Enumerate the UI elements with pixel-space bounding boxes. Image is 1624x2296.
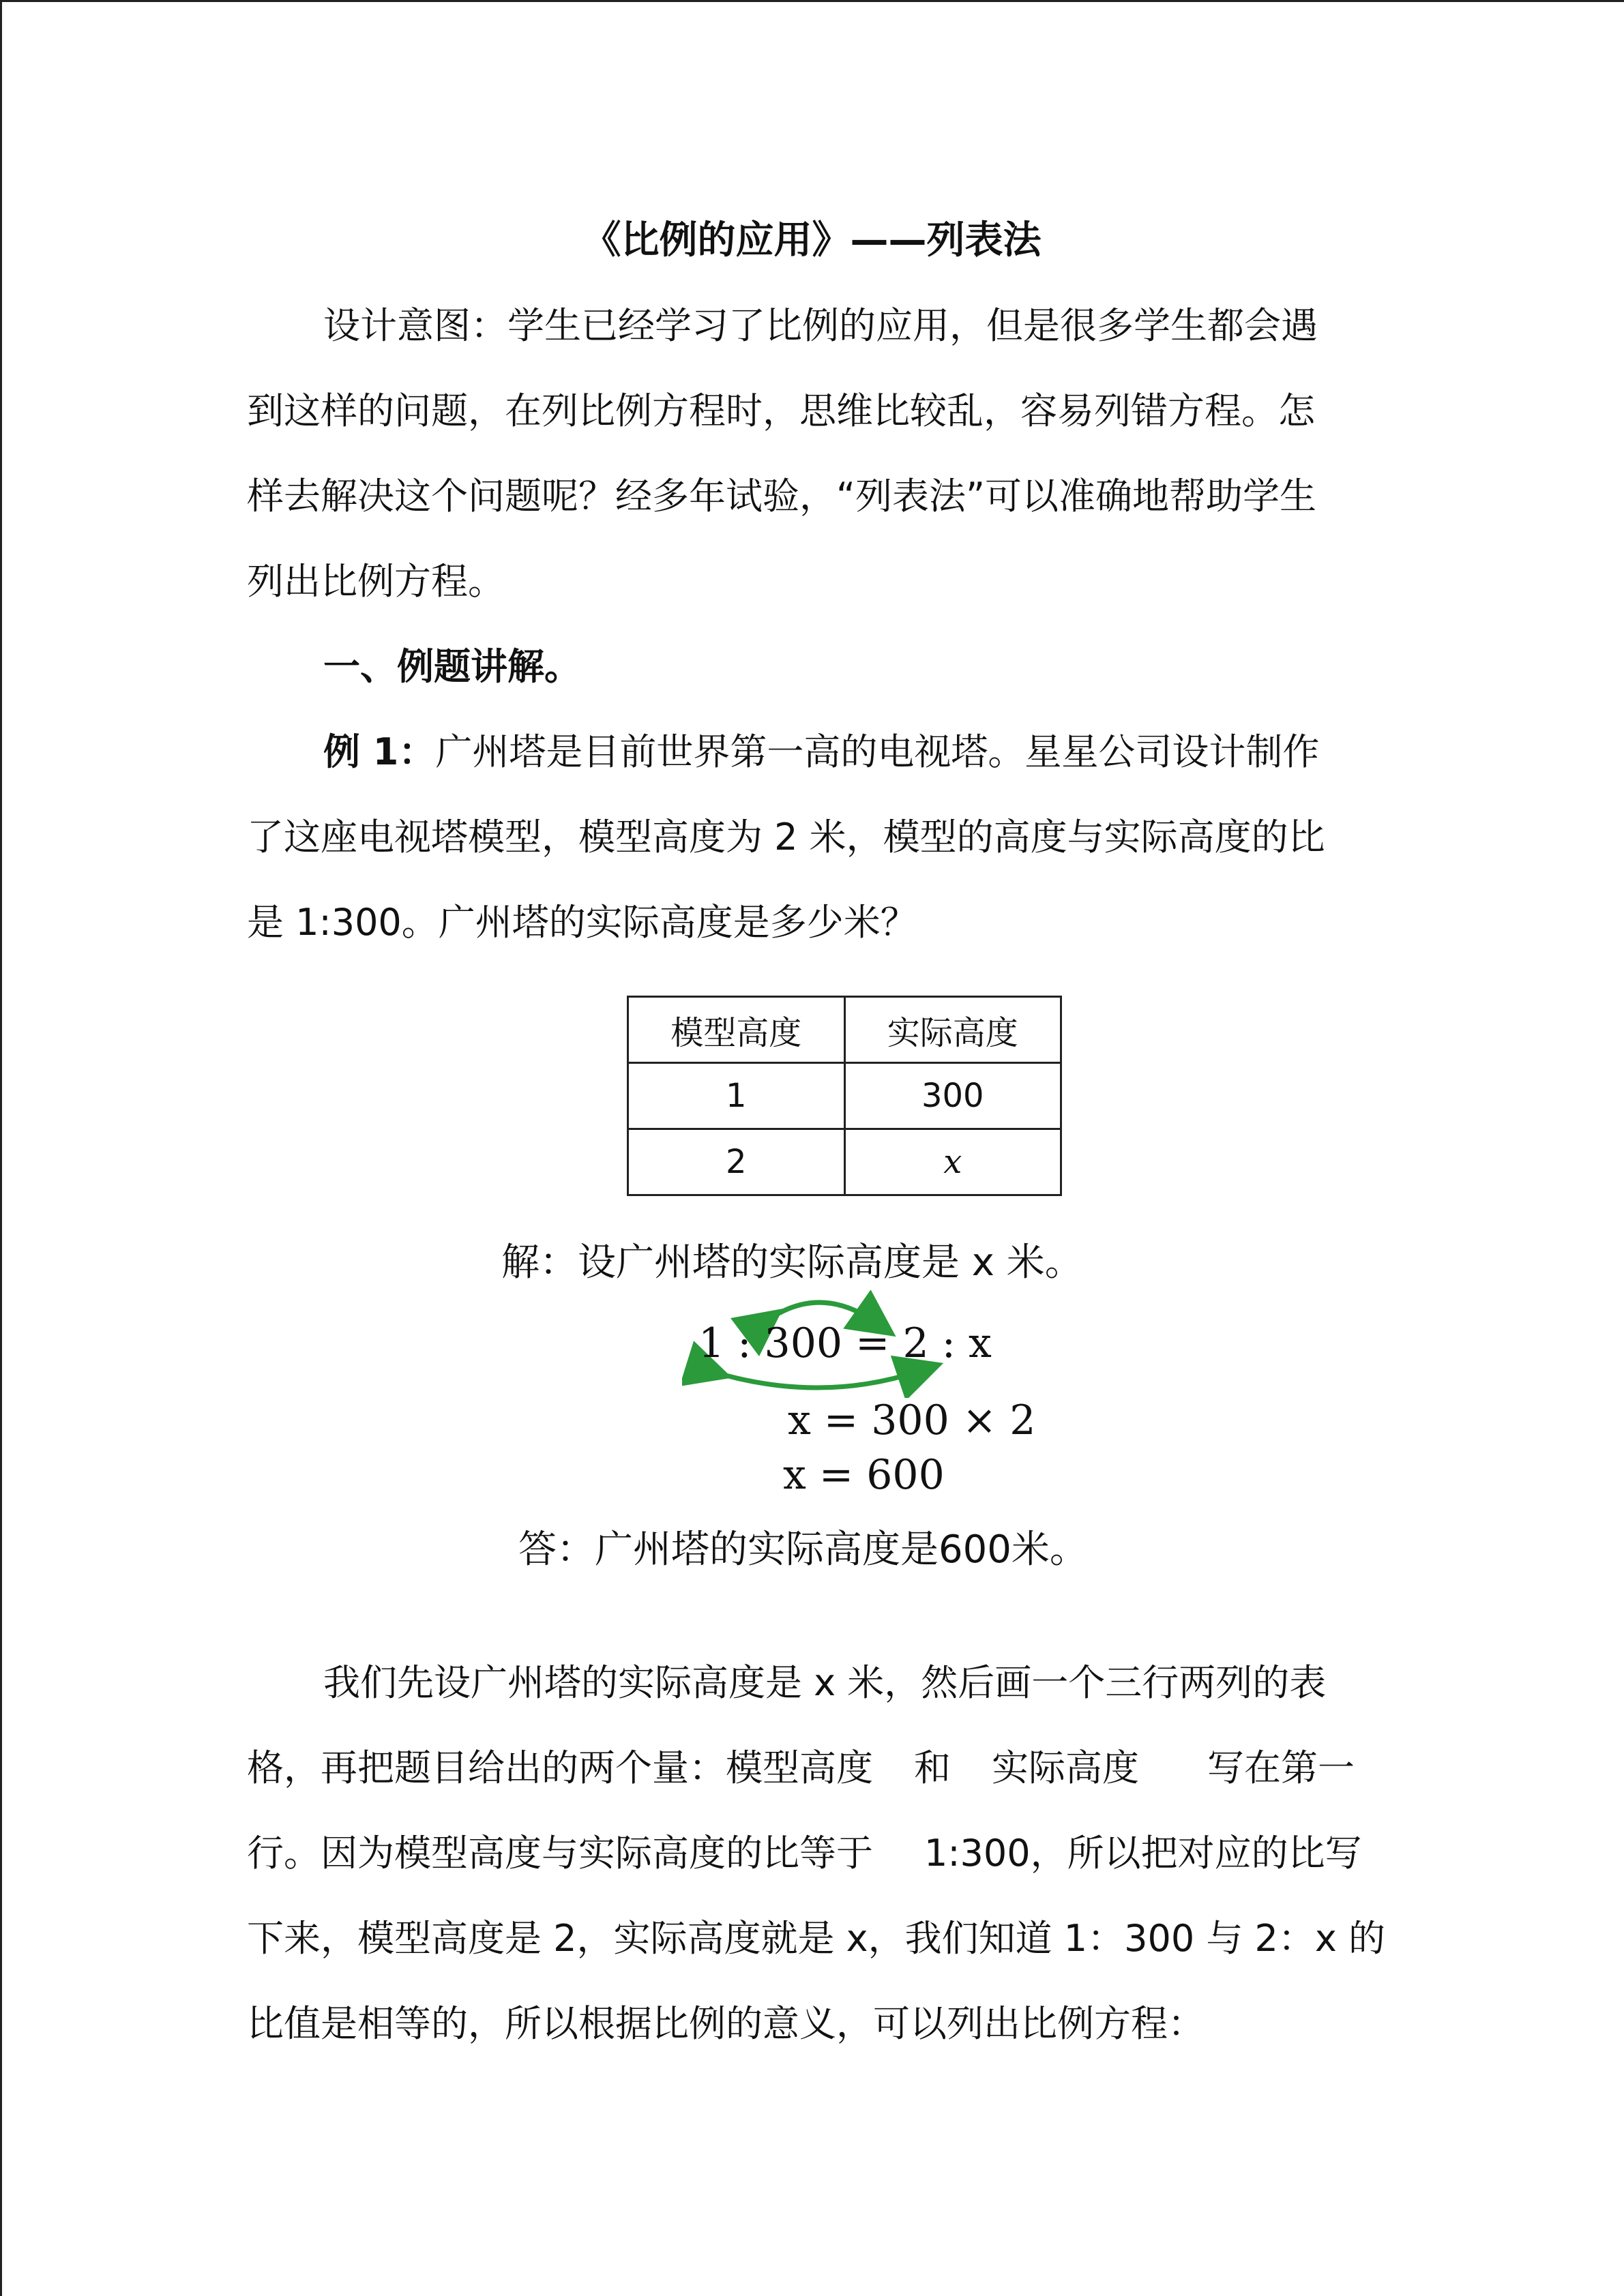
example-1-text: 广州塔是目前世界第一高的电视塔。星星公司设计制作 — [435, 730, 1320, 773]
table-cell-unknown: x — [844, 1129, 1061, 1195]
explanation-text: 格，再把题目给出的两个量：模型高度 — [247, 1746, 873, 1789]
solution-equation: 1 : 300 = 2 : x — [698, 1320, 992, 1367]
arrow-outer-terms — [709, 1371, 921, 1388]
explanation-text: 和 — [914, 1746, 951, 1789]
example-1-line-2: 了这座电视塔模型，模型高度为 2 米，模型的高度与实际高度的比 — [247, 816, 1325, 859]
table-cell: 300 — [844, 1063, 1061, 1129]
explanation-line-2 — [247, 1744, 1379, 1792]
explanation-text: 写在第一 — [1207, 1746, 1355, 1789]
page-left-border — [0, 0, 2, 2296]
table-row — [628, 1129, 1061, 1195]
example-1-line-1 — [323, 728, 1381, 776]
intro-line-3: 样去解决这个问题呢？经多年试验，“列表法”可以准确地帮助学生 — [247, 475, 1316, 518]
explanation-line-5: 比值是相等的，所以根据比例的意义，可以列出比例方程： — [247, 2002, 1205, 2045]
example-1-label: 例 1： — [323, 730, 436, 773]
solution-answer: 答：广州塔的实际高度是600米。 — [518, 1527, 1088, 1572]
intro-line-2: 到这样的问题，在列比例方程时，思维比较乱，容易列错方程。怎 — [247, 389, 1315, 432]
explanation-text: 1:300，所以把对应的比写 — [924, 1832, 1362, 1875]
solution-step-2: x = 600 — [783, 1451, 945, 1499]
page-top-border — [0, 0, 1624, 2]
solution-step-1: x = 300 × 2 — [788, 1397, 1036, 1444]
example-1-line-3: 是 1:300。广州塔的实际高度是多少米？ — [247, 901, 917, 944]
table-cell: 2 — [628, 1129, 845, 1195]
header-model-height: 模型高度 — [628, 997, 845, 1063]
explanation-text: 行。因为模型高度与实际高度的比等于 — [247, 1832, 873, 1875]
header-actual-height: 实际高度 — [844, 997, 1061, 1063]
intro-line-4: 列出比例方程。 — [247, 560, 505, 603]
ratio-table — [627, 996, 1062, 1193]
table-cell: 1 — [628, 1063, 845, 1129]
explanation-line-1: 我们先设广州塔的实际高度是 x 米，然后画一个三行两列的表 — [323, 1661, 1327, 1704]
explanation-text: 实际高度 — [992, 1746, 1139, 1789]
explanation-line-4: 下来，模型高度是 2，实际高度就是 x，我们知道 1：300 与 2：x 的 — [247, 1917, 1386, 1960]
solution-setup: 解：设广州塔的实际高度是 x 米。 — [501, 1240, 1083, 1285]
intro-line-1: 设计意图：学生已经学习了比例的应用，但是很多学生都会遇 — [323, 304, 1318, 347]
table-header-row — [628, 997, 1061, 1063]
explanation-line-3 — [247, 1830, 1379, 1877]
section-heading: 一、例题讲解。 — [323, 645, 581, 688]
table-row — [628, 1063, 1061, 1129]
document-title: 《比例的应用》——列表法 — [582, 218, 1042, 263]
